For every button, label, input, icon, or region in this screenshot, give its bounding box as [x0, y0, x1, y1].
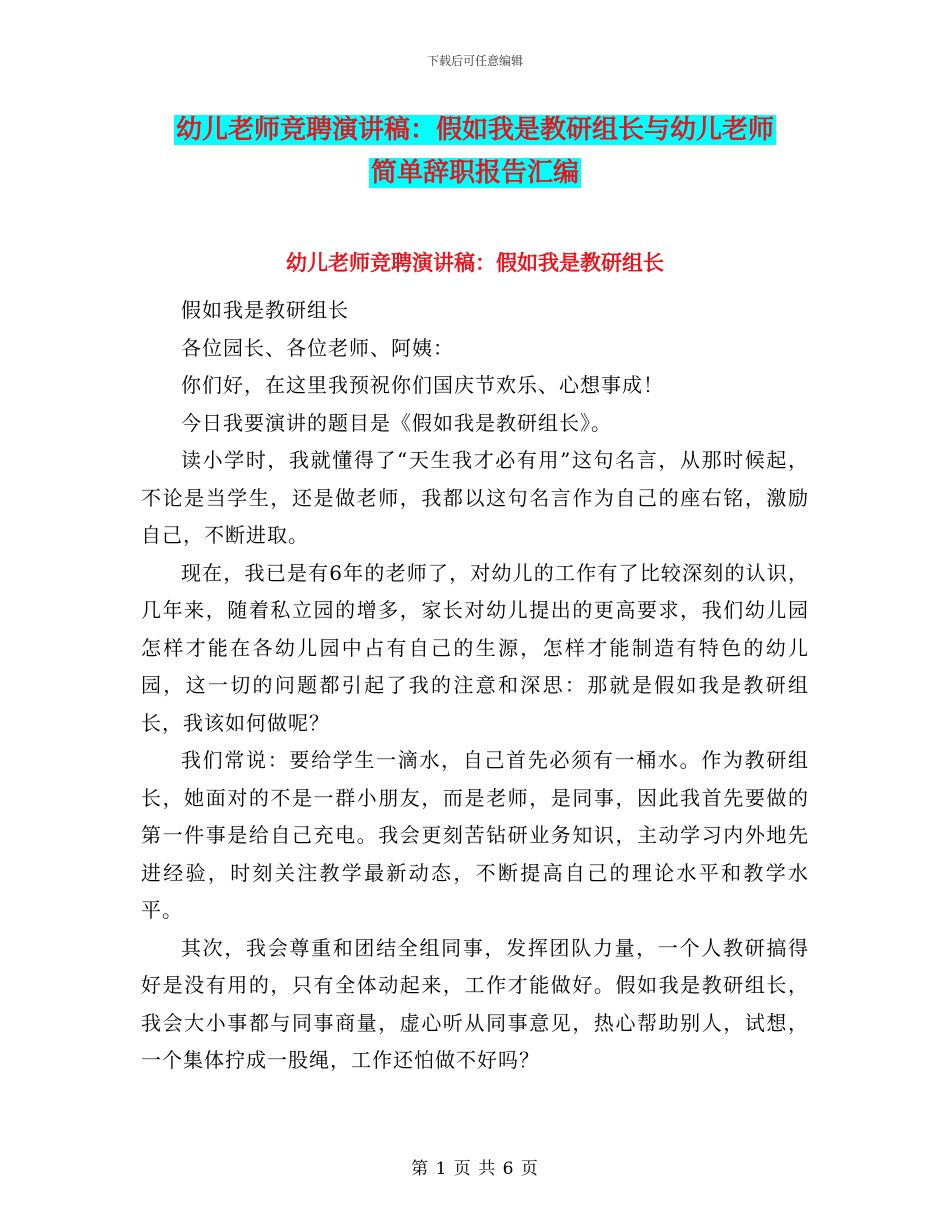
document-title-text-1: 幼儿老师竞聘演讲稿：假如我是教研组长与幼儿老师 — [175, 115, 774, 145]
paragraph-4: 今日我要演讲的题目是《假如我是教研组长》。 — [181, 410, 612, 435]
document-title-line-2 — [140, 157, 810, 189]
document-title-line-1 — [140, 114, 810, 146]
paragraph-7: 我们常说：要给学生一滴水，自己首先必须有一桶水。作为教研组长，她面对的不是一群小朋友，而是老师，是同事，因此我首先要做的第一件事是给自己充电。我会更刻苦钻研业务知识，主动学习内外地先进经验，时刻关注教学最新动态，不断提高自己的理论水平和教学水平。 — [141, 748, 809, 922]
page-header-note: 下载后可任意编辑 — [426, 54, 523, 68]
paragraph-1: 假如我是教研组长 — [181, 298, 349, 322]
paragraph-2: 各位园长、各位老师、阿姨： — [181, 335, 454, 360]
section-title: 幼儿老师竞聘演讲稿：假如我是教研组长 — [286, 251, 664, 275]
paragraph-6: 现在，我已是有6年的老师了，对幼儿的工作有了比较深刻的认识，几年来，随着私立园的增多，家长对幼儿提出的更高要求，我们幼儿园怎样才能在各幼儿园中占有自己的生源，怎样才能制造有特色的幼儿园，这一切的问题都引起了我的注意和深思：那就是假如我是教研组长，我该如何做呢？ — [141, 560, 809, 735]
paragraph-5: 读小学时，我就懂得了“天生我才必有用”这句名言，从那时候起，不论是当学生，还是做老师，我都以这句名言作为自己的座右铭，激励自己，不断进取。 — [141, 448, 809, 547]
document-title-text-2: 简单辞职报告汇编 — [370, 158, 579, 188]
paragraph-3: 你们好，在这里我预祝你们国庆节欢乐、心想事成！ — [181, 373, 664, 397]
page-number-footer: 第 1 页 共 6 页 — [411, 1159, 539, 1179]
document-body — [141, 292, 809, 1080]
paragraph-8: 其次，我会尊重和团结全组同事，发挥团队力量，一个人教研搞得好是没有用的，只有全体动起来，工作才能做好。假如我是教研组长，我会大小事都与同事商量，虚心听从同事意见，热心帮助别人，试想，一个集体拧成一股绳，工作还怕做不好吗？ — [141, 935, 809, 1072]
